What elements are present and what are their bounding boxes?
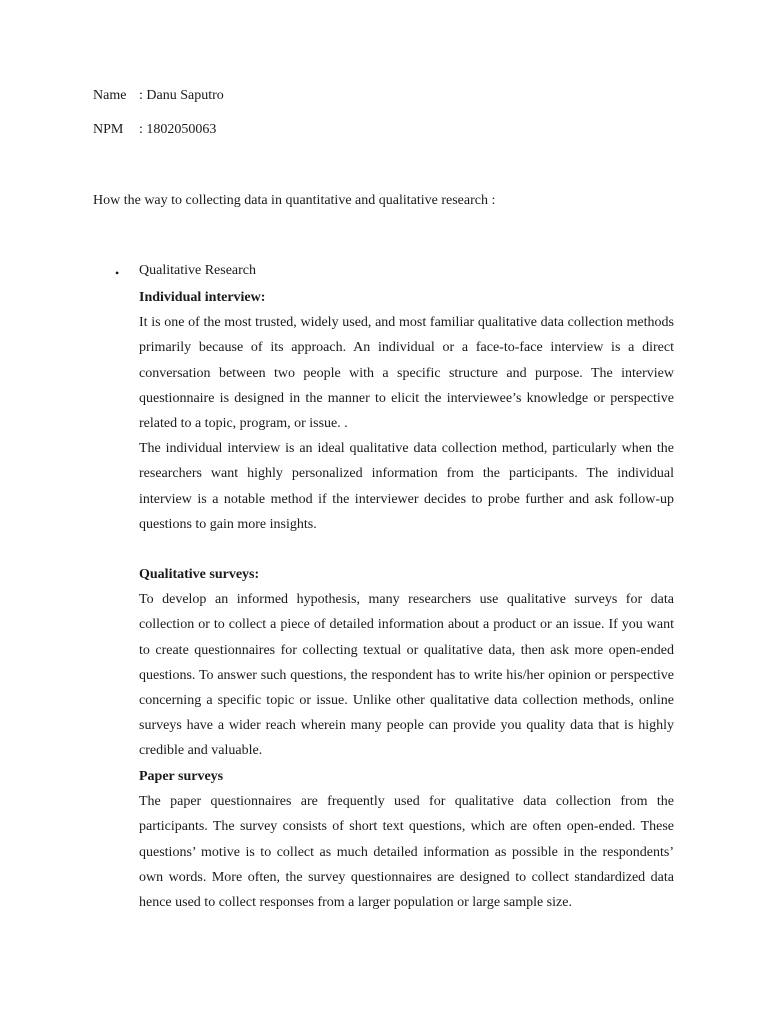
name-line <box>93 88 224 104</box>
section-qualitative-surveys <box>139 562 674 764</box>
name-value: : Danu Saputro <box>139 88 224 103</box>
qualitative-surveys-paragraph: To develop an informed hypothesis, many researchers use qualitative surveys for data collection or to collect a piece of detailed information about a product or an issue. If you want to create questionnaires for collecting textual or qualitative data, then ask more open-ended questions. To answer such questions, the respondent has to write his/her opinion or perspective concerning a specific topic or issue. Unlike other qualitative data collection methods, online surveys have a wider reach wherein many people can provide you quality data that is highly credible and valuable. <box>139 592 674 759</box>
name-label: Name <box>93 88 127 103</box>
bullet-icon: • <box>115 266 120 280</box>
question-text: How the way to collecting data in quantitative and qualitative research : <box>93 193 496 208</box>
section-individual-interview <box>139 285 674 537</box>
npm-line <box>93 122 216 138</box>
section-paper-surveys <box>139 764 674 915</box>
paper-surveys-heading: Paper surveys <box>139 769 224 784</box>
qualitative-surveys-heading: Qualitative surveys: <box>139 567 260 582</box>
npm-label: NPM <box>93 122 124 137</box>
npm-value: : 1802050063 <box>139 122 217 137</box>
individual-interview-paragraph-2: The individual interview is an ideal qualitative data collection method, particularly when the researchers want highly personalized information from the participants. The individual interview is a notable method if the interviewer decides to probe further and ask follow-up questions to gain more insights. <box>139 441 674 532</box>
individual-interview-heading: Individual interview: <box>139 290 266 305</box>
paper-surveys-paragraph: The paper questionnaires are frequently used for qualitative data collection from the participants. The survey consists of short text questions, which are often open-ended. These questions’ motive is to collect as much detailed information as possible in the respondents’ own words. More often, the survey questionnaires are designed to collect standardized data hence used to collect responses from a larger population or large sample size. <box>139 794 674 911</box>
individual-interview-paragraph-1: It is one of the most trusted, widely used, and most familiar qualitative data collection methods primarily because of its approach. An individual or a face-to-face interview is a direct conversation between two people with a specific structure and purpose. The interview questionnaire is designed in the manner to elicit the interviewee’s knowledge or perspective related to a topic, program, or issue. . <box>139 315 674 432</box>
bullet-title: Qualitative Research <box>139 263 257 278</box>
